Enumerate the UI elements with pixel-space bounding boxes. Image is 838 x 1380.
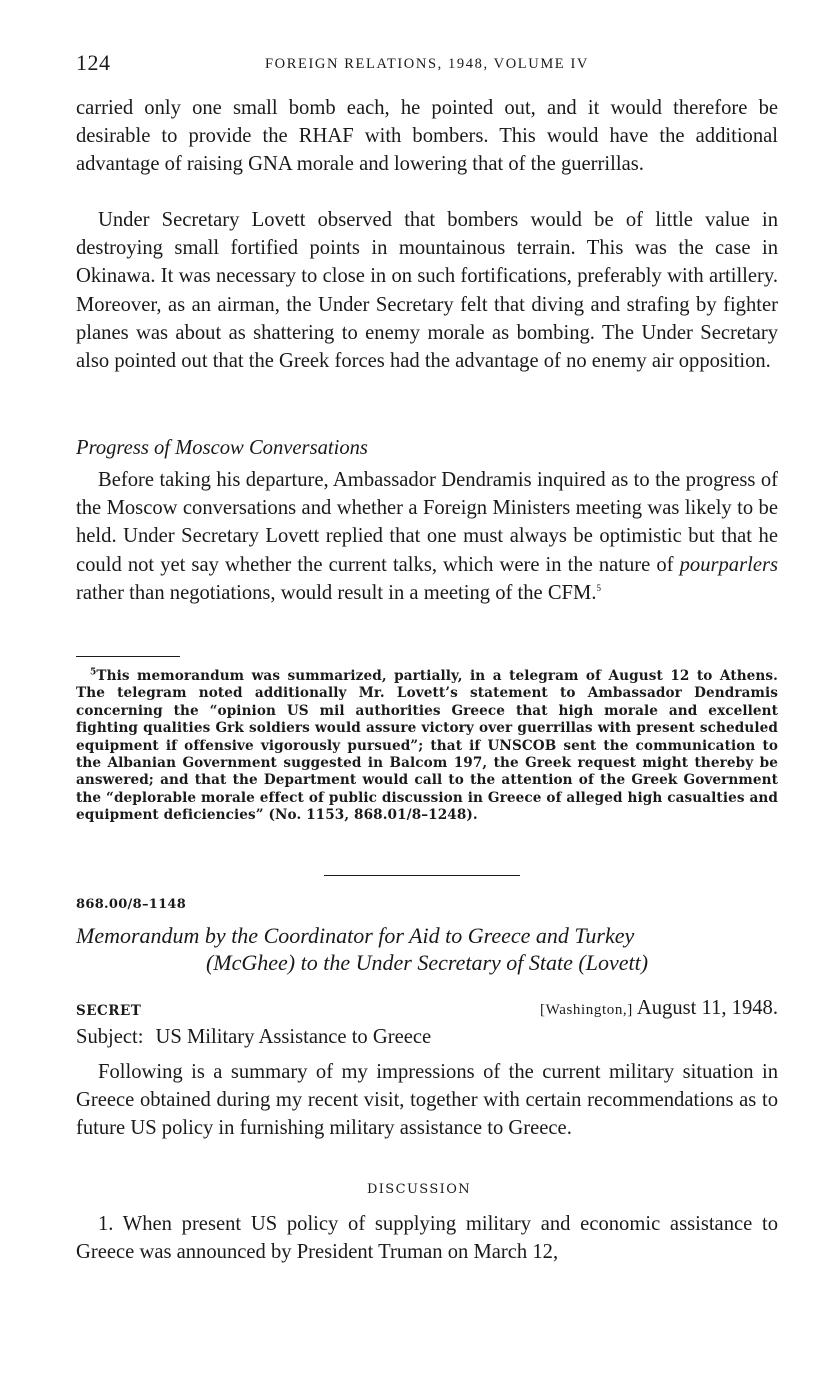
- document-title-line1: Memorandum by the Coordinator for Aid to Greece and Turkey: [76, 923, 635, 948]
- italic-term: pourparlers: [679, 553, 778, 576]
- dateline-place: [Washington,]: [540, 1002, 633, 1018]
- subject-label: Subject:: [76, 1026, 144, 1048]
- paragraph-continuation: carried only one small bomb each, he pointed out, and it would therefore be desirable to provide the RHAF with bombers. This would have the additional advantage of raising GNA morale and lowering that of the guerrillas.: [76, 97, 778, 176]
- discussion-heading: DISCUSSION: [366, 1182, 472, 1197]
- section-divider: [324, 875, 520, 876]
- subject-line: [76, 1026, 431, 1049]
- paragraph-item-1: 1. When present US policy of supplying military and economic assistance to Greece was announced by President Truman on March 12,: [76, 1213, 778, 1264]
- footnote-divider: [76, 656, 180, 657]
- classification-label: SECRET: [76, 1003, 142, 1019]
- paragraph-text-a: Before taking his departure, Ambassador Dendramis inquired as to the progress of the Moscow conversations and whether a Foreign Ministers meeting was likely to be held. Under Secretary Lovett replied that one must always be optimistic but that he could not yet say whether the current talks, which were in the nature of: [76, 469, 778, 576]
- dateline: [540, 997, 778, 1020]
- document-title: [76, 922, 778, 976]
- running-title: FOREIGN RELATIONS, 1948, VOLUME IV: [265, 56, 589, 72]
- footnote-text: This memorandum was summarized, partially, in a telegram of August 12 to Athens. The telegram noted additionally Mr. Lovett’s statement to Ambassador Dendramis concerning the “opinion US mil authorities Greece that high morale and excellent fighting qualities Grk soldiers would assure victory over guerrillas with present scheduled equipment if offensive vigorously pursued”; that if UNSCOB sent the communication to the Albanian Government suggested in Balcom 197, the Greek request might thereby be answered; and that the Department would call to the attention of the Greek Government the “deplorable morale effect of public discussion in Greece of alleged high casualties and equipment deficiencies” (No. 1153, 868.01/8–1248).: [76, 668, 778, 824]
- page-header: [76, 50, 778, 80]
- paragraph-text-b: rather than negotiations, would result in a meeting of the CFM.: [76, 581, 597, 604]
- paragraph-lovett-bombers: Under Secretary Lovett observed that bombers would be of little value in destroying small fortified points in mountainous terrain. This was the case in Okinawa. It was necessary to close in on such fortifications, preferably with artillery. Moreover, as an airman, the Under Secretary felt that diving and strafing by fighter planes was about as shattering to enemy morale as bombing. The Under Secretary also pointed out that the Greek forces had the advantage of no enemy air opposition.: [76, 209, 778, 373]
- footnote: [76, 668, 778, 825]
- paragraph-intro: Following is a summary of my impressions of the current military situation in Greece obtained during my recent visit, together with certain recommendations as to future US policy in furnishing military assistance to Greece.: [76, 1061, 778, 1140]
- footnote-reference[interactable]: 5: [596, 582, 601, 593]
- footnote-marker: 5: [90, 667, 97, 678]
- section-heading: Progress of Moscow Conversations: [76, 437, 368, 459]
- document-file-number: 868.00/8–1148: [76, 897, 187, 912]
- paragraph-moscow-conversations: [76, 466, 778, 607]
- subject-text: US Military Assistance to Greece: [155, 1026, 432, 1048]
- dateline-date: August 11, 1948.: [636, 997, 778, 1019]
- document-title-line2: (McGhee) to the Under Secretary of State (Lovett): [205, 950, 649, 975]
- page-number: 124: [76, 50, 111, 75]
